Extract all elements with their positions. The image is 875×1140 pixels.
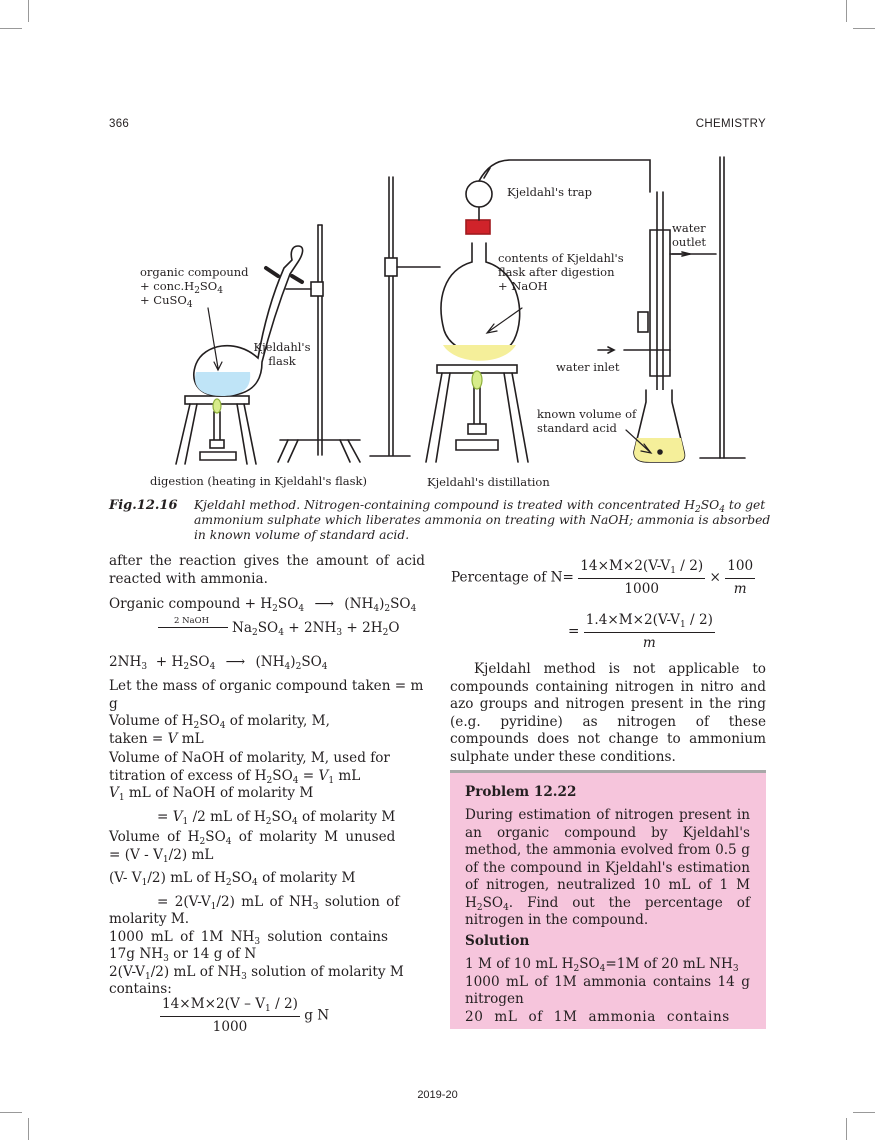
crop-mark xyxy=(28,1118,29,1140)
problem-text: During estimation of nitrogen present in an organic compound by Kjeldahl's method, the ammonia evolved from 0.5 g of the compound in Kjeldahl's estimation of nitrogen, neutralized 10 mL of 1 M $H_2SO_4$. Find out the percentage of nitrogen in the compound. xyxy=(465,807,750,928)
intro-paragraph: after the reaction gives the amount of acid reacted with ammonia. xyxy=(109,553,425,587)
equation-2: $Na_2SO_4 + 2NH_3 + 2H_2O$ xyxy=(232,620,400,638)
percentage-formula: Percentage of N= $\frac{14\times M\times 2(V-V_1 / 2)}{1000}$ × $\frac{100}{m}$ xyxy=(451,558,754,597)
kjeldahl-apparatus-figure xyxy=(0,0,875,500)
stand-middle xyxy=(370,177,440,456)
equation-3: $2NH_3 + H_2SO_4$ ⟶ $(NH_4)_2SO_4$ xyxy=(109,654,328,672)
label-cuso4: + CuSO$_4$ xyxy=(140,293,193,310)
grams-nitrogen-fraction: $\frac{14\times M\times 2(V - V_1 / 2)}{1000}$ g N xyxy=(162,996,330,1035)
equation-1: Organic compound + $H_2SO_4$ ⟶ $(NH_4)_2SO_4$ xyxy=(109,596,417,614)
solution-text: 1 M of 10 mL $H_2SO_4=1M$ of 20 mL $NH_3$ 1000 mL of 1M ammonia contains 14 g nitrogen 20 mL of 1M ammonia contains xyxy=(465,956,750,1025)
percentage-formula-simplified: = $\frac{1.4\times M\times 2(V-V_1 / 2)}{m}$ xyxy=(568,612,713,651)
flame-left xyxy=(213,399,221,413)
label-standard-acid: known volume of standard acid xyxy=(537,407,637,435)
label-organic-compound: organic compound xyxy=(140,265,249,279)
flame-middle xyxy=(472,371,482,389)
label-water-outlet: water outlet xyxy=(672,221,707,249)
label-kjeldahl-trap: Kjeldahl's trap xyxy=(507,185,592,199)
problem-box xyxy=(450,770,766,1029)
figure-number: Fig.12.16 xyxy=(109,498,178,513)
label-conc-h2so4: + $conc.H_2SO_4$ xyxy=(140,279,223,296)
label-water-inlet: water inlet xyxy=(556,360,620,374)
equation-2-condition: 2 NaOH xyxy=(174,616,209,626)
label-distillation: Kjeldahl's distillation xyxy=(427,475,550,489)
page-number: 366 xyxy=(109,118,130,130)
crop-mark xyxy=(846,1118,847,1140)
running-header: CHEMISTRY xyxy=(695,118,766,130)
label-digestion: digestion (heating in Kjeldahl's flask) xyxy=(150,474,367,488)
footer-year: 2019-20 xyxy=(417,1089,458,1101)
applicability-paragraph: Kjeldahl method is not applicable to compounds containing nitrogen in nitro and azo groups and nitrogen present in the ring (e.g. pyridine) as nitrogen of these compounds does not change to ammonium sulphate under these conditions. xyxy=(450,661,766,765)
equation-2-arrow xyxy=(158,627,228,628)
derivation-block: Let the mass of organic compound taken = m g Volume of $H_2SO_4$ of molarity, M, taken = V mL Volume of NaOH of molarity, M, used for titration of excess of $H_2SO_4 = V_1$ mL $V_1$ mL of NaOH of molarity M = $V_1$ /2 mL of $H_2SO_4$ of molarity M Volume of $H_2SO_4$ of molarity M unused = $(V - V_1/2)$ mL (V- $V_1/2$) mL of $H_2SO_4$ of molarity M = $2(V-V_1/2)$ mL of $NH_3$ solution of molarity M. 1000 mL of 1M $NH_3$ solution contains 17g $NH_3$ or 14 g of N $2(V-V_1/2)$ mL of $NH_3$ solution of molarity M contains: xyxy=(109,678,424,997)
problem-title: Problem 12.22 xyxy=(465,784,577,800)
crop-mark xyxy=(0,1112,22,1113)
solution-title: Solution xyxy=(465,933,530,949)
label-kjeldahl-flask: Kjeldahl's flask xyxy=(253,340,311,368)
crop-mark xyxy=(853,1112,875,1113)
label-contents: contents of Kjeldahl's flask after digestion + NaOH xyxy=(498,251,624,293)
